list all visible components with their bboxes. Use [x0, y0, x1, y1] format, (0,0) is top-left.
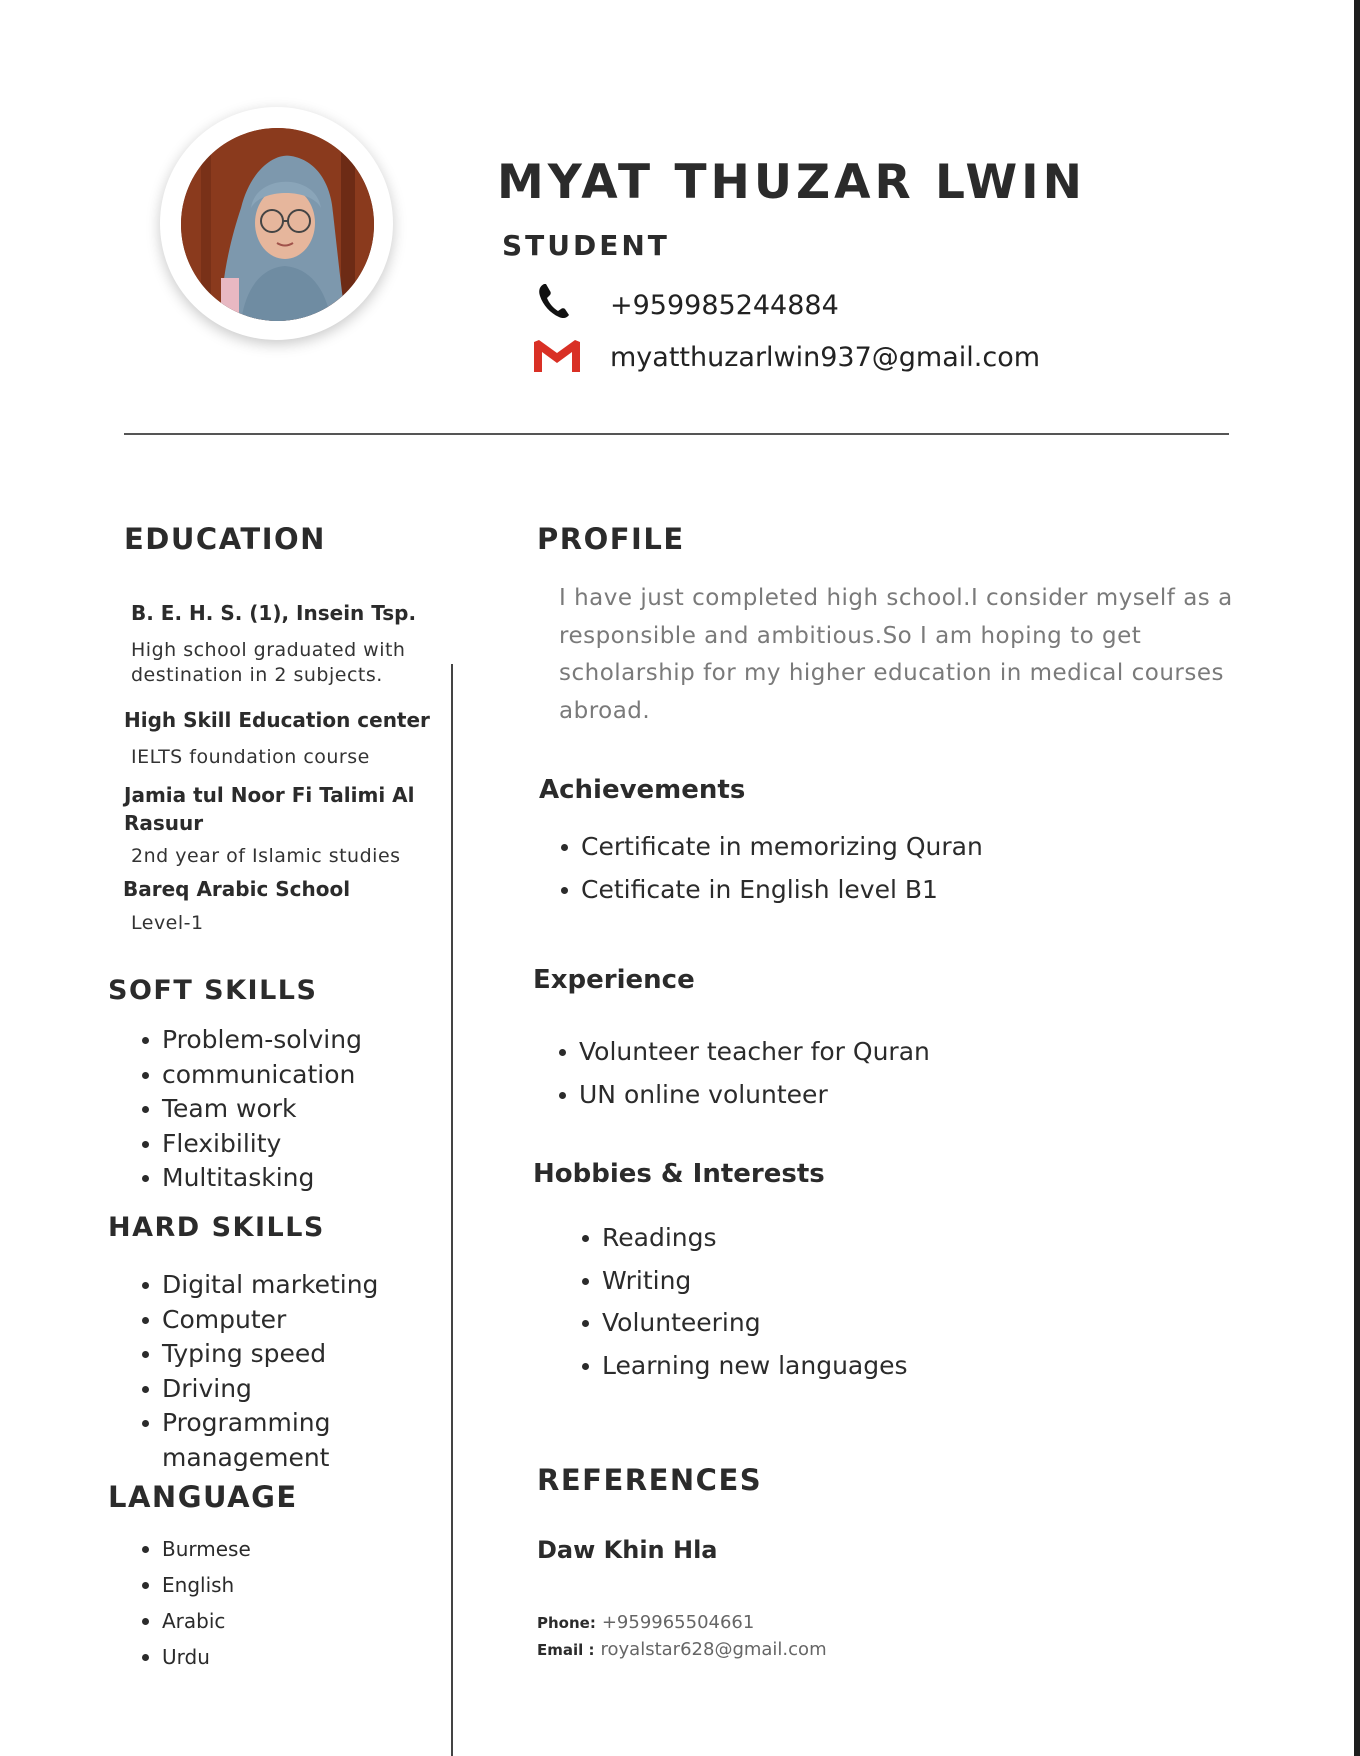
- list-item: Learning new languages: [580, 1345, 908, 1388]
- reference-email-row: [537, 1639, 827, 1660]
- list-item: UN online volunteer: [557, 1074, 930, 1117]
- email-address[interactable]: myatthuzarlwin937@gmail.com: [610, 342, 1041, 373]
- achievements-heading: Achievements: [539, 775, 746, 805]
- list-item: Writing: [580, 1260, 908, 1303]
- list-item: Typing speed: [140, 1337, 422, 1372]
- language-list: [140, 1531, 251, 1675]
- list-item: Computer: [140, 1303, 422, 1338]
- column-divider: [451, 664, 453, 1756]
- education-item-desc: 2nd year of Islamic studies: [131, 845, 401, 867]
- soft-skills-heading: SOFT SKILLS: [108, 975, 318, 1006]
- list-item: Cetificate in English level B1: [559, 869, 983, 912]
- language-heading: LANGUAGE: [108, 1480, 298, 1514]
- reference-phone-label: Phone:: [537, 1614, 596, 1632]
- reference-email-label: Email :: [537, 1641, 595, 1659]
- phone-number[interactable]: +959985244884: [610, 290, 839, 321]
- profile-heading: PROFILE: [537, 522, 685, 556]
- education-item-title: Bareq Arabic School: [123, 877, 351, 901]
- list-item: Multitasking: [140, 1161, 362, 1196]
- soft-skills-list: [140, 1023, 362, 1196]
- list-item: Burmese: [140, 1531, 251, 1567]
- education-item-desc: IELTS foundation course: [131, 746, 370, 768]
- page-edge: [1354, 0, 1360, 1756]
- candidate-name: MYAT THUZAR LWIN: [497, 155, 1086, 210]
- education-item-desc: Level-1: [131, 912, 204, 934]
- experience-list: [557, 1031, 930, 1116]
- education-item-title: B. E. H. S. (1), Insein Tsp.: [131, 601, 417, 625]
- profile-text: I have just completed high school.I consider myself as a responsible and ambitious.So I am hoping to get scholarship for my higher education in medical courses abroad.: [559, 585, 1233, 724]
- list-item: communication: [140, 1058, 362, 1093]
- hobbies-heading: Hobbies & Interests: [533, 1159, 825, 1189]
- reference-phone[interactable]: +959965504661: [601, 1612, 755, 1633]
- list-item: Volunteer teacher for Quran: [557, 1031, 930, 1074]
- list-item: Readings: [580, 1217, 908, 1260]
- reference-phone-row: [537, 1612, 754, 1633]
- list-item: Programming management: [140, 1406, 422, 1475]
- reference-name: Daw Khin Hla: [537, 1536, 718, 1564]
- experience-heading: Experience: [533, 965, 695, 995]
- list-item: Team work: [140, 1092, 362, 1127]
- list-item: Certificate in memorizing Quran: [559, 826, 983, 869]
- hobbies-list: [580, 1217, 908, 1387]
- list-item: Digital marketing: [140, 1268, 422, 1303]
- achievements-list: [559, 826, 983, 911]
- list-item: Urdu: [140, 1639, 251, 1675]
- list-item: Flexibility: [140, 1127, 362, 1162]
- header-divider: [124, 433, 1229, 435]
- list-item: English: [140, 1567, 251, 1603]
- list-item: Volunteering: [580, 1302, 908, 1345]
- phone-icon: [534, 280, 580, 320]
- hard-skills-list: [140, 1268, 422, 1475]
- list-item: Arabic: [140, 1603, 251, 1639]
- list-item: Problem-solving: [140, 1023, 362, 1058]
- education-item-title: Jamia tul Noor Fi Talimi Al Rasuur: [124, 783, 415, 835]
- list-item: Driving: [140, 1372, 422, 1407]
- candidate-role: STUDENT: [502, 229, 670, 262]
- avatar-photo: [181, 128, 374, 321]
- education-heading: EDUCATION: [124, 522, 326, 556]
- education-item-desc: High school graduated with destination in 2 subjects.: [131, 639, 406, 686]
- hard-skills-heading: HARD SKILLS: [108, 1212, 325, 1243]
- references-heading: REFERENCES: [537, 1463, 763, 1497]
- gmail-icon: [534, 338, 580, 378]
- reference-email[interactable]: royalstar628@gmail.com: [600, 1639, 827, 1660]
- education-item-title: High Skill Education center: [124, 708, 430, 732]
